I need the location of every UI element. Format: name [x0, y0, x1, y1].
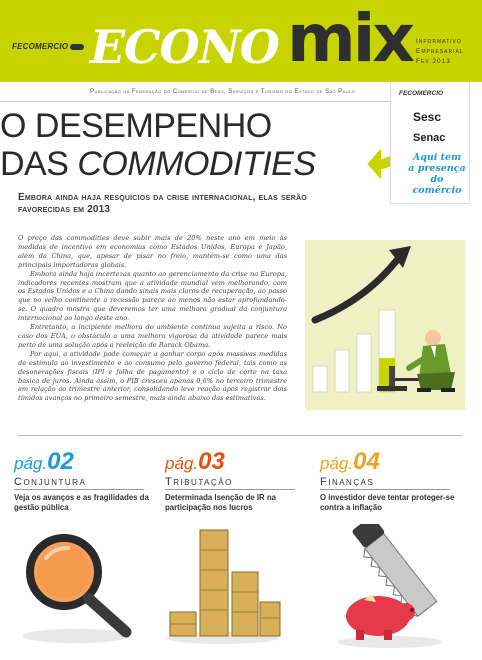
- section-title: Finanças: [320, 476, 375, 488]
- section-title: Tributação: [165, 476, 233, 488]
- page-ref: pág.03: [165, 448, 225, 475]
- piggy-bank-saw-icon: [320, 524, 460, 650]
- sponsor-sesc-logo: Sesc: [413, 110, 442, 124]
- publication-line: Publicação da Federação do Comércio de Bens, Serviços e Turismo do Estado de São Paulo: [90, 88, 356, 95]
- article-subhead: Embora ainda haja resquícios da crise internacional, elas serão favorecidas em 2013: [18, 192, 307, 215]
- publisher-logo: FECOMERCIO: [12, 42, 84, 51]
- divider: [18, 435, 462, 436]
- masthead-title-econo: ECONO: [90, 20, 279, 74]
- section-conjuntura[interactable]: [14, 448, 154, 513]
- sponsor-fecomercio-logo: FECOMERCIO: [399, 90, 444, 97]
- article-body: [18, 234, 287, 403]
- coin-stacks-icon: [160, 520, 290, 650]
- masthead-title-mix: mix: [287, 0, 412, 77]
- section-title: Conjuntura: [14, 476, 87, 488]
- section-financas[interactable]: [320, 448, 460, 513]
- growth-chart-illustration: [305, 240, 465, 410]
- section-description: Veja os avanços e as fragilidades da gestão pública: [14, 493, 149, 512]
- page-ref: pág.02: [14, 448, 74, 475]
- divider: [14, 489, 144, 490]
- businessman-with-jack-icon: [409, 330, 455, 392]
- section-description: Determinada lsenção de IR na participação nos lucros: [165, 493, 276, 512]
- divider: [165, 489, 295, 490]
- section-description: O investidor deve tentar proteger-se contra a inflação: [320, 493, 455, 512]
- article-paragraph: Por aqui, a atividade pode começar a ganhar corpo após massivas medidas de estímulo ao investimento e ao consumo pelo governo federal, tais como as desonerações fiscais (IPI e folha de pagamento) e o ciclo de corte na taxa básica de juros. Ainda assim, o PIB cresceu apenas 0,6% no terceiro trimestre em relação ao trimestre anterior, consolidando leve reação após registrar dois tímidos avanços no primeiro semestre, mais ainda abaixo das estimativas.: [18, 349, 287, 403]
- sponsor-presence-text: Aqui tem a presença do comércio: [408, 152, 466, 196]
- masthead-info: Informativo Empresarial Fev 2013: [416, 38, 464, 65]
- article-illustration: [305, 240, 465, 410]
- article-paragraph: O preço das commodities deve subir mais de 20% neste ano em meio às medidas de incentivo em economias como Estados Unidos, Europa e Japão, além da China, que, apesar de pisar no freio, mantém-se como uma das principais importadoras globais.: [18, 234, 287, 269]
- divider: [0, 101, 390, 102]
- page-ref: pág.04: [320, 448, 380, 475]
- headline-line2: DAS COMMODITIES: [0, 145, 316, 183]
- section-tributacao[interactable]: [165, 448, 305, 513]
- sponsor-senac-logo: Senac: [413, 132, 446, 144]
- article-paragraph: Entretanto, a incipiente melhora do ambiente continua sujeita a risco. No caso dos EUA, o obstáculo a uma melhora vigorosa da atividade parece mais perto de uma solução após a reeleição de Barack Obama.: [18, 323, 287, 349]
- sponsor-box: [390, 82, 470, 204]
- magnifying-glass-icon: [14, 528, 144, 648]
- divider: [320, 489, 450, 490]
- masthead-band: [0, 0, 482, 82]
- bar-chart-icon: [313, 310, 395, 392]
- headline-line1: O DESEMPENHO: [0, 107, 272, 145]
- article-paragraph: Embora ainda haja incertezas quanto ao gerenciamento da crise na Europa, indicadores recentes mostram que a atividade mundial vem melhorando, com os Estados Unidos e a China dando sinais mais claros de recuperação, ao passo que no velho continente a recessão parece ao menos não estar aprofundando-se. O quadro mostra que deveremos ter uma melhora gradual da conjuntura internacional ao longo deste ano.: [18, 269, 287, 323]
- growth-arrow-icon: [315, 246, 411, 320]
